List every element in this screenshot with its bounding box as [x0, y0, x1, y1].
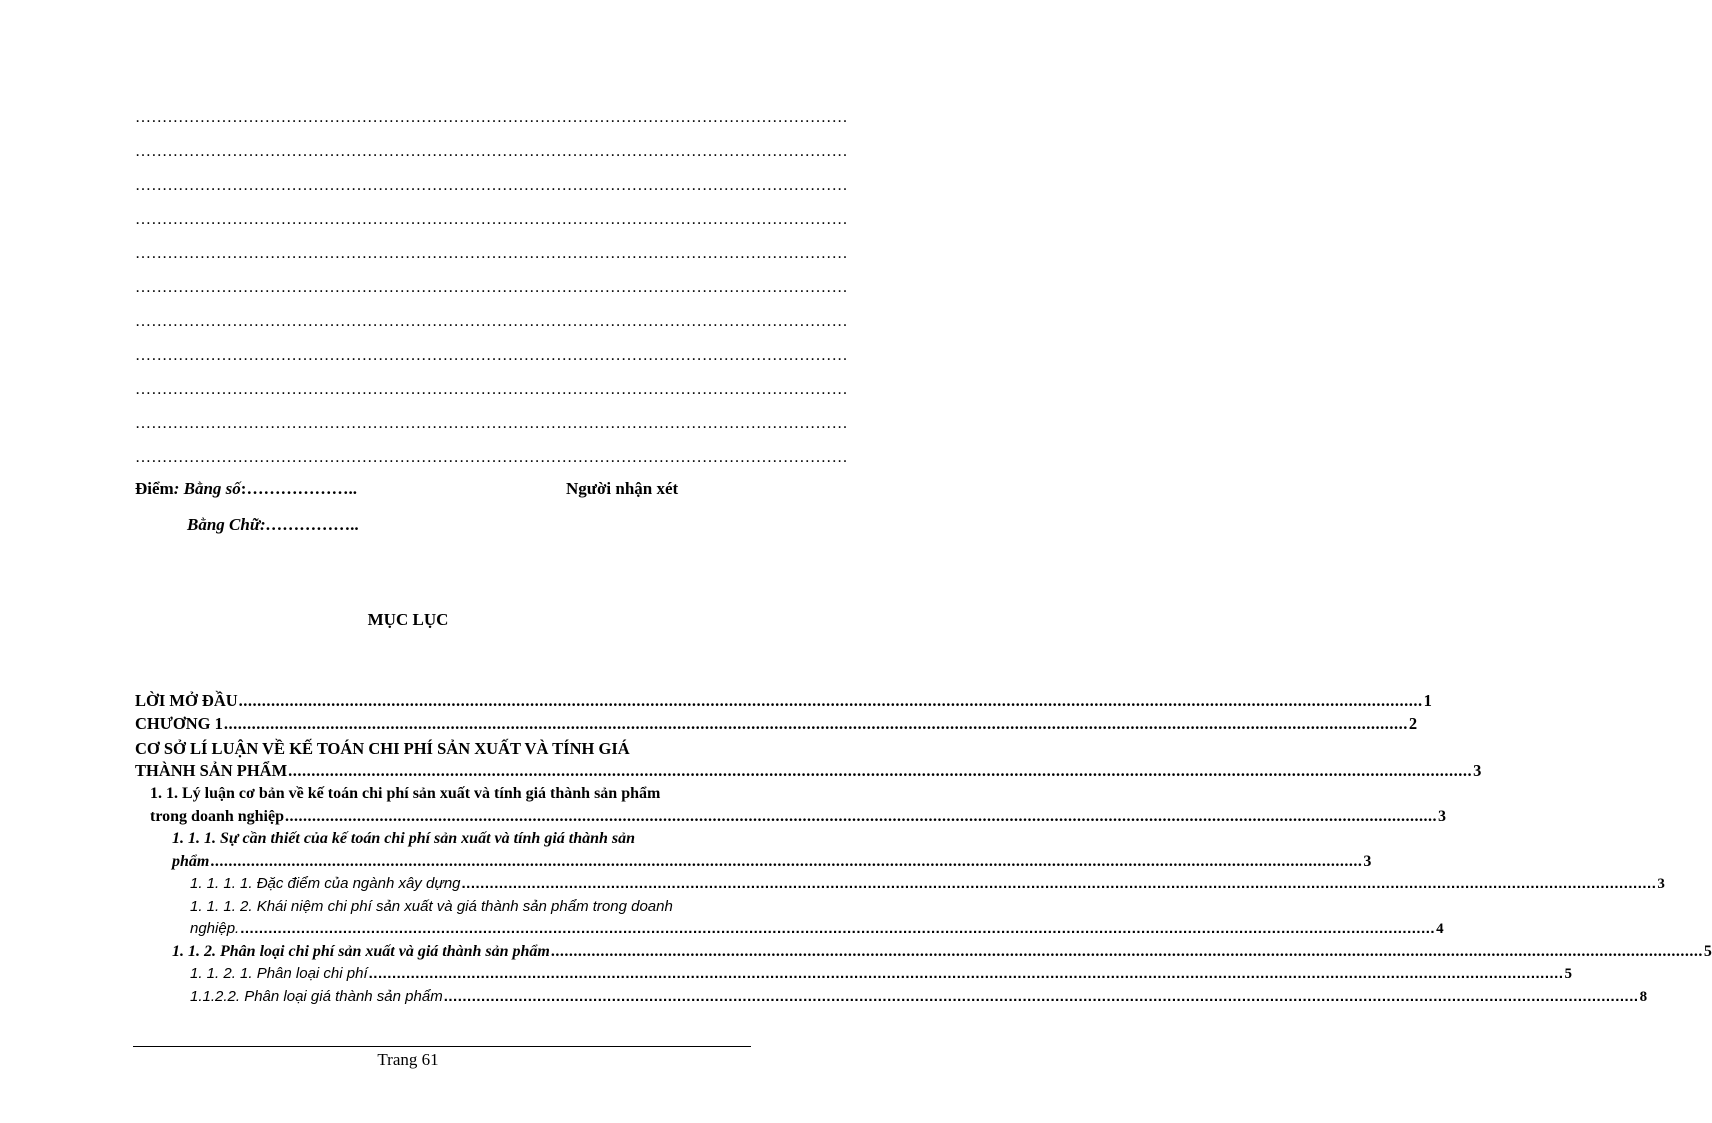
toc-entry[interactable] — [190, 918, 1444, 940]
toc-entry[interactable] — [190, 986, 1648, 1008]
toc-entry-text: 1. 1. 2. Phân loại chi phí sản xuất và giá thành sản phẩm — [172, 943, 550, 960]
score-by-number-label: : Bằng số — [173, 479, 241, 498]
toc-entry-text: nghiệp. — [190, 920, 240, 937]
toc-entry[interactable] — [135, 690, 1432, 712]
toc-entry-text: CHƯƠNG 1 — [135, 714, 223, 733]
dotted-line: …………………………………………………………………………………………………………………… — [135, 245, 848, 262]
dotted-line: …………………………………………………………………………………………………………………… — [135, 143, 848, 160]
score-by-word — [187, 515, 359, 535]
dotted-line: …………………………………………………………………………………………………………………… — [135, 381, 848, 398]
reviewer-label: Người nhận xét — [566, 479, 679, 498]
dotted-line: …………………………………………………………………………………………………………………… — [135, 177, 848, 194]
toc-entry[interactable] — [190, 963, 1572, 985]
dotted-line: …………………………………………………………………………………………………………………… — [135, 109, 848, 126]
toc-entry[interactable] — [172, 851, 1372, 873]
page-number: Trang 61 — [377, 1050, 439, 1069]
dotted-line: …………………………………………………………………………………………………………………… — [135, 279, 848, 296]
toc-entry-page: 3 — [1657, 876, 1665, 892]
toc-entry-page: 3 — [1473, 761, 1482, 780]
toc-entry-text[interactable]: CƠ SỞ LÍ LUẬN VỀ KẾ TOÁN CHI PHÍ SẢN XUẤT VÀ TÍNH GIÁ — [135, 739, 630, 758]
toc-entry-text: LỜI MỞ ĐẦU — [135, 691, 238, 710]
toc-entry-page: 5 — [1703, 943, 1712, 960]
toc-entry[interactable] — [190, 873, 1665, 895]
score-by-word-blank: :…………….. — [260, 515, 360, 534]
toc-title: MỤC LỤC — [367, 610, 449, 629]
toc-entry-text[interactable]: 1. 1. Lý luận cơ bản về kế toán chi phí sản xuất và tính giá thành sản phẩm — [150, 785, 661, 802]
toc-entry-page: 2 — [1408, 714, 1418, 733]
toc-entry-text: phẩm — [172, 853, 210, 870]
toc-entry-page: 1 — [1423, 691, 1432, 710]
score-label: Điểm — [135, 479, 174, 498]
toc-entry[interactable] — [150, 806, 1446, 828]
toc-entry-text: trong doanh nghiệp — [150, 808, 284, 825]
dotted-line: …………………………………………………………………………………………………………………… — [135, 313, 848, 330]
toc-entry[interactable] — [135, 713, 1418, 735]
toc-entry-text: 1.1.2.2. Phân loại giá thành sản phẩm — [190, 988, 443, 1005]
toc-entry-text: 1. 1. 1. 1. Đặc điểm của ngành xây dựng — [190, 875, 461, 892]
toc-entry-text[interactable]: 1. 1. 1. Sự cần thiết của kế toán chi phí sản xuất và tính giá thành sản — [172, 830, 636, 847]
toc-entry[interactable] — [172, 941, 1712, 963]
dotted-line: …………………………………………………………………………………………………………………… — [135, 347, 848, 364]
toc-entry-page: 3 — [1437, 808, 1446, 825]
toc-entry[interactable] — [135, 760, 1482, 782]
toc-entry-text[interactable]: 1. 1. 1. 2. Khái niệm chi phí sản xuất và giá thành sản phẩm trong doanh — [190, 898, 673, 915]
footer-divider — [133, 1046, 751, 1047]
toc-entry-text: THÀNH SẢN PHẨM — [135, 761, 288, 780]
dotted-line: …………………………………………………………………………………………………………………… — [135, 211, 848, 228]
dotted-line: …………………………………………………………………………………………………………………… — [135, 449, 848, 466]
score-by-number — [135, 479, 357, 499]
toc-entry-page: 4 — [1436, 921, 1444, 937]
toc-entry-page: 5 — [1564, 966, 1572, 982]
score-by-word-label: Bằng Chữ — [187, 515, 261, 534]
score-by-number-blank: :……………….. — [240, 479, 357, 498]
toc-entry-text: 1. 1. 2. 1. Phân loại chi phí — [190, 965, 368, 982]
dotted-line: …………………………………………………………………………………………………………………… — [135, 415, 848, 432]
toc-entry-page: 3 — [1363, 853, 1372, 870]
toc-entry-page: 8 — [1639, 989, 1648, 1005]
